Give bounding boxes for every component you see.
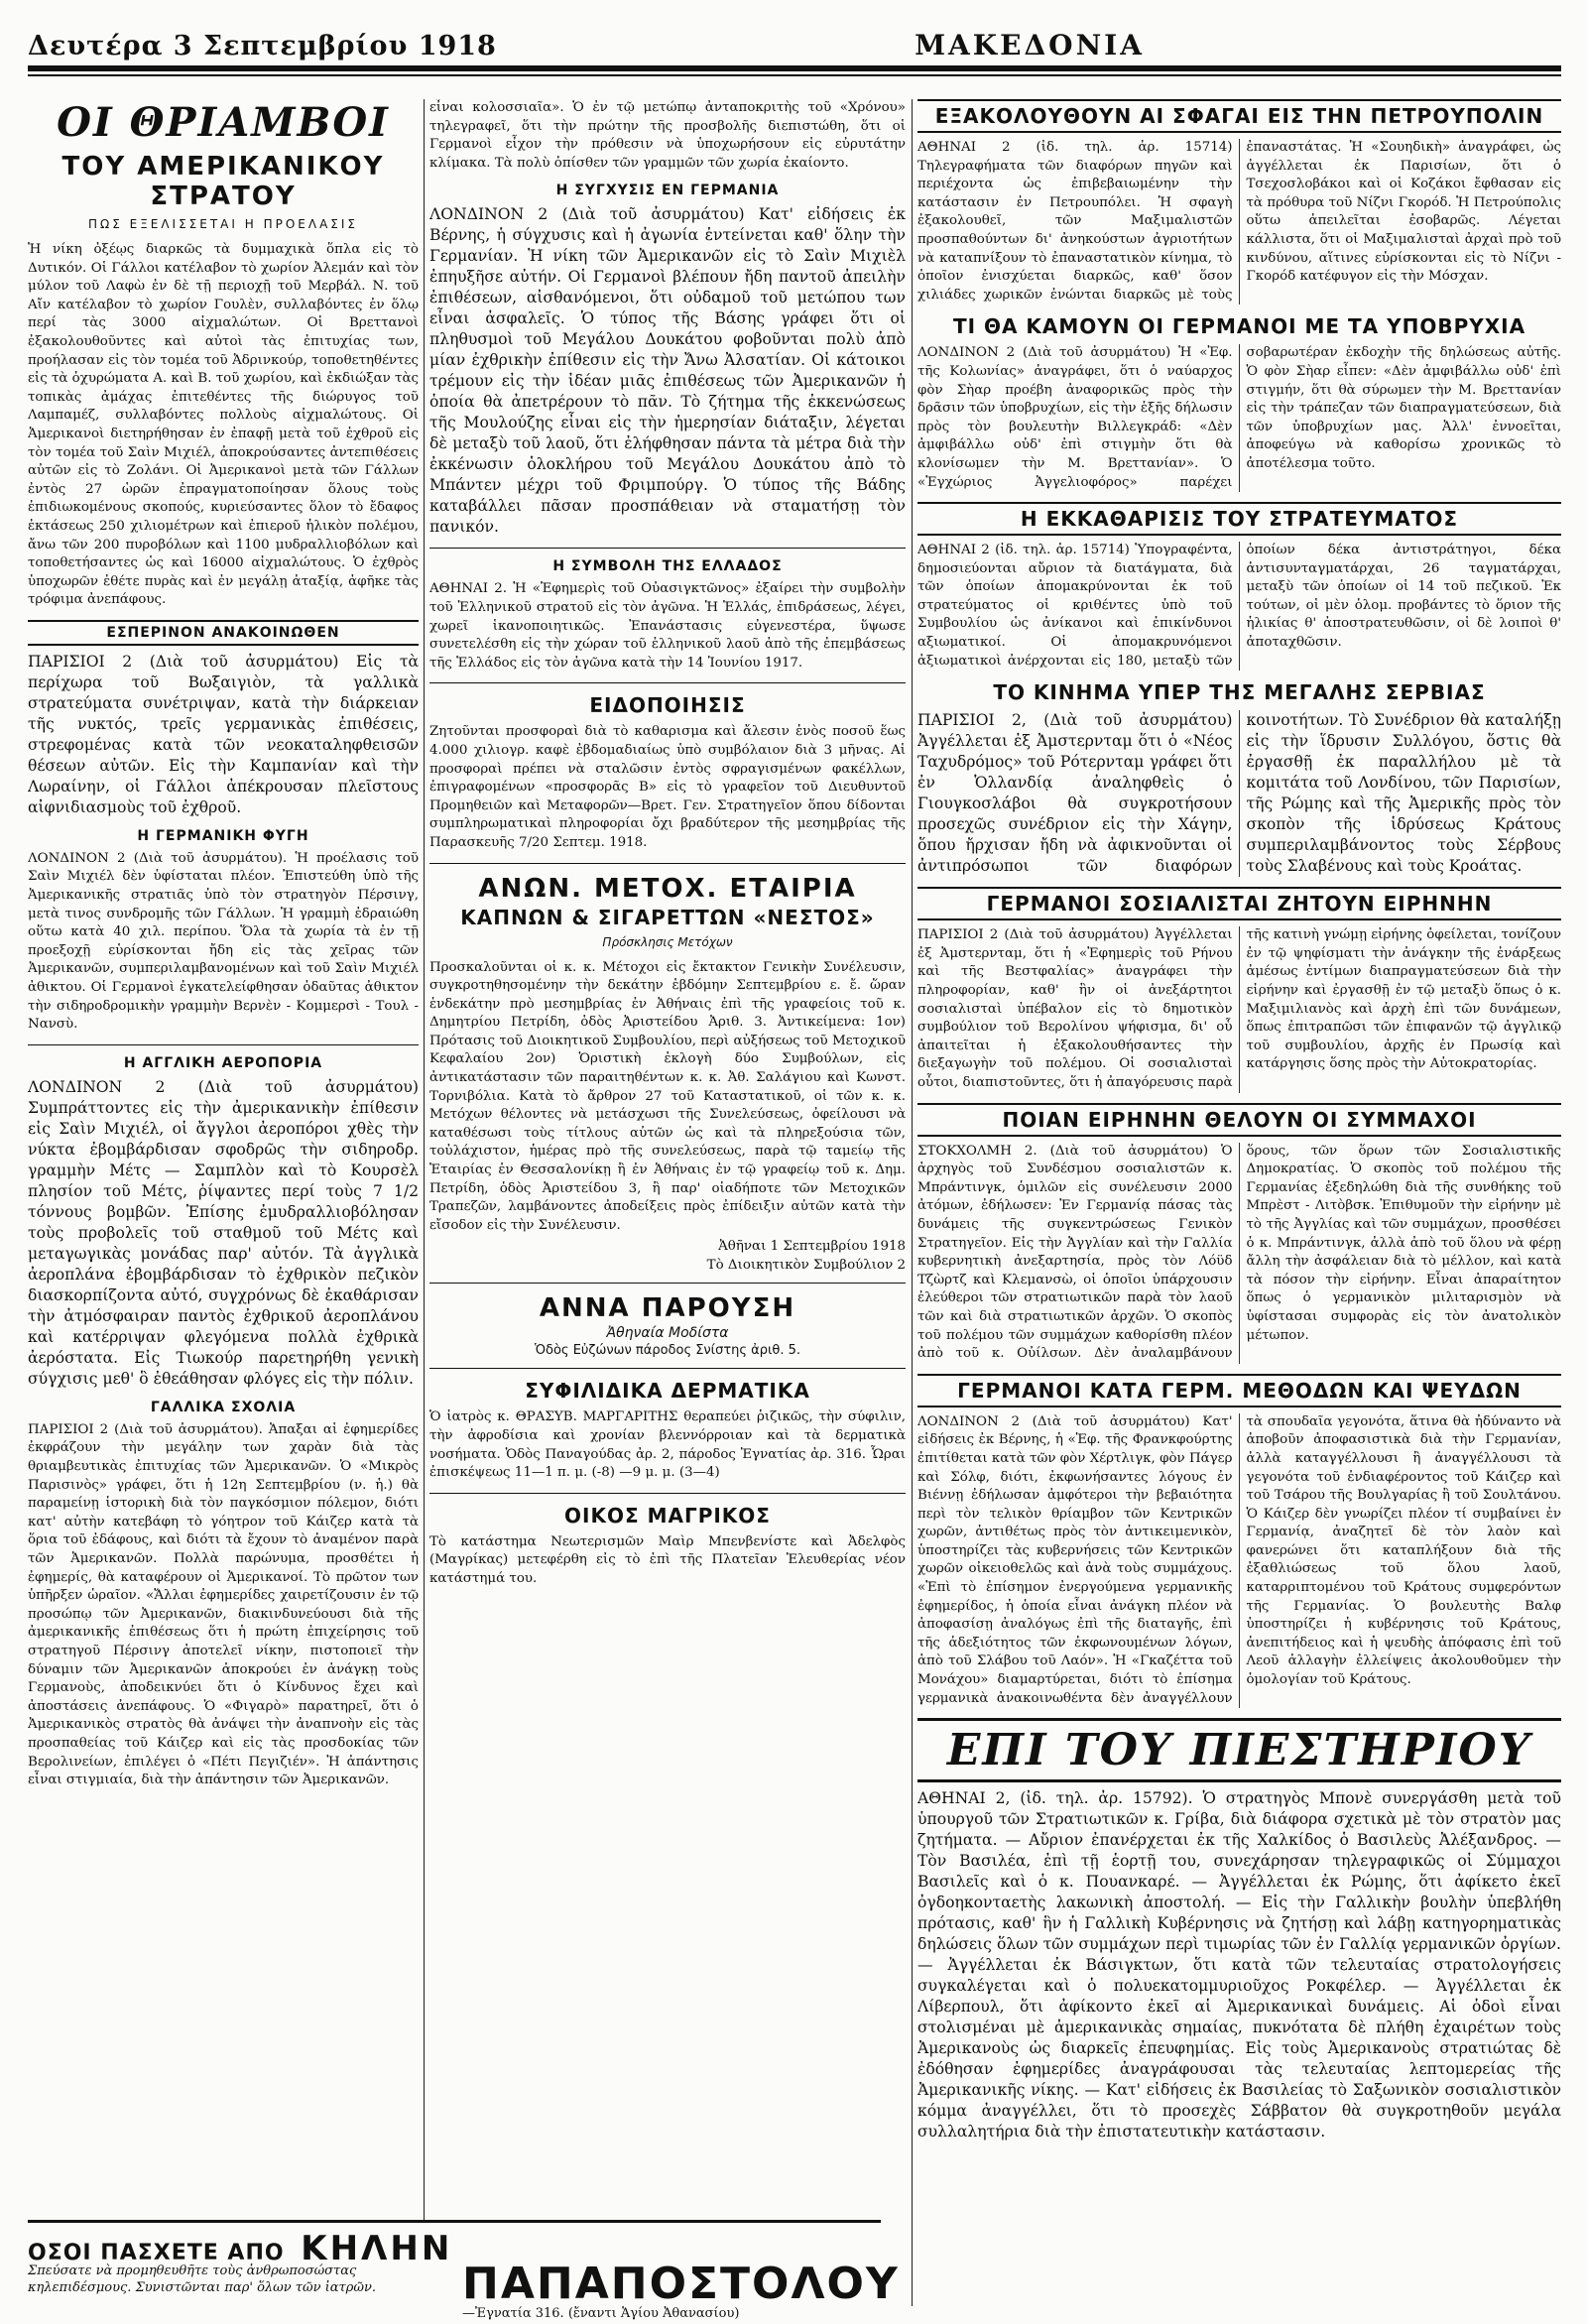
article-text-aerial: ΛΟΝΔΙΝΟΝ 2 (Διὰ τοῦ ἀσυρμάτου) Συμπράττοντες εἰς τὴν ἀμερικανικὴν ἐπίθεσιν εἰς Σαὶν Μιχιέλ, οἱ ἄγγλοι ἀεροπόροι χθὲς τὴν νύκτα ἐβομβάρδισαν σφοδρῶς τὴν σιδηροδρ. γραμμὴν Μέτς — Σαμπλὸν καὶ τὸ Κουρσὲλ πλησίον τοῦ Μέτς, ῥίψαντες περί τοὺς 7 1/2 τόννους βομβῶν. Ἐπίσης ἐμυδραλλιοβόλησαν τοὺς προβολεῖς τοῦ σταθμοῦ τοῦ Μέτς καὶ μεταγωγικὰς μονάδας παρ' αὐτόν. Τὰ ἀγγλικὰ ἀεροπλάνα ἐβομβάρδισαν τὸ ἐχθρικὸν πεζικὸν διασκορπίζοντα αὐτό, συγχρόνως δὲ ἐκαθάρισαν τὴν ἀτμόσφαιραν παντὸς ἐχθρικοῦ ἀεροπλάνου καὶ κατέρριψαν φλεγόμενα πολλὰ ἐχθρικὰ ἀερόστατα. Εἰς Τιωκούρ παρετηρήθη γενικὴ σύγχισις μεθ' ὃ ἐθεάθησαν φλόγες εἰς τὴν πόλιν. [28,1077,419,1388]
footer-ad-name: ΠΑΠΑΠΟΣΤΟΛΟΥ [462,2259,900,2309]
column-2 [429,99,906,2222]
article-title-submarines: ΤΙ ΘΑ ΚΑΜΟΥΝ ΟΙ ΓΕΡΜΑΝΟΙ ΜΕ ΤΑ ΥΠΟΒΡΥΧΙΑ [952,314,1526,339]
article-title-flight: Η ΓΕΡΜΑΝΙΚΗ ΦΥΓΗ [137,827,309,844]
article-text-petrograd: ΑΘΗΝΑΙ 2 (ἰδ. τηλ. ἀρ. 15714) Τηλεγραφήματα τῶν διαφόρων πηγῶν καὶ περιέχοντα ὡς ἐπιβεβαιωμένην τὴν κατάστασιν ἐν Πετρουπόλει. Ἡ σφαγὴ ἐξακολουθεῖ, τῶν Μαξιμαλιστῶν προσπαθούντων δι' ἀνηκούστων ἀγριοτήτων νὰ καταπνίξουν τὸ ἐπαναστατικὸν κίνημα, τὸ ὁποῖον ἐνισχύεται διαρκῶς, καθ' ὅσον χιλιάδες χωρικῶν ἐνώνται διαρκῶς μὲ τοὺς ἐπαναστάτας. Ἡ «Σουηδικὴ» ἀναγράφει, ὡς ἀγγέλλεται ἐκ Παρισίων, ὅτι ὁ Τσεχοσλοβάκοι καὶ οἱ Κοζάκοι ἔφθασαν εἰς τὰ πρόθυρα τοῦ Νίζνι Γκορόδ. Ἡ Πετρούπολις οὕτω ἀπειλεῖται ἐσοβαρῶς. Λέγεται κάλλιστα, ὅτι οἱ Μαξιμαλισταὶ ἀρχαὶ πρὸ τοῦ κινδύνου, αἵτινες εὑρίσκονται εἰς τὸ Νίζνι - Γκορόδ κατέφυγον εἰς τὴν Μόσχαν. [917,140,1561,303]
column-3 [917,99,1561,2306]
company-title-line2: ΚΑΠΝΩΝ & ΣΙΓΑΡΕΤΤΩΝ «ΝΕΣΤΟΣ» [460,905,875,929]
ad-title-dermatology: ΣΥΦΙΛΙΔΙΚΑ ΔΕΡΜΑΤΙΚΑ [525,1379,810,1404]
article-title-army: Η ΕΚΚΑΘΑΡΙΣΙΣ ΤΟΥ ΣΤΡΑΤΕΥΜΑΤΟΣ [917,502,1561,536]
ad-subtitle-anna: Ἀθηναία Μοδίστα [606,1325,729,1342]
article-subtitle-triumph: ΠΩΣ ΕΞΕΛΙΣΣΕΤΑΙ Η ΠΡΟΕΛΑΣΙΣ [88,217,358,231]
article-text-serbia: ΠΑΡΙΣΙΟΙ 2, (Διὰ τοῦ ἀσυρμάτου) Ἀγγέλλεται ἐξ Ἀμστερνταμ ὅτι ὁ «Νέος Ταχυδρόμος» τοῦ Ρότερνταμ γράφει ὅτι ἐν Ὁλλανδίᾳ ἀναληφθεὶς ὁ Γιουγκοσλάβοι θὰ συγκροτήσουν προσεχῶς συνέδριον εἰς τὴν Χάγην, ὅπου ἤρχισαν ἤδη νὰ ἀφικνοῦνται οἱ ἀντιπρόσωποι τῶν διαφόρων κοινοτήτων. Τὸ Συνέδριον θὰ καταλήξῃ εἰς τὴν ἵδρυσιν Συλλόγου, ὅστις θὰ ἐργασθῇ ἐκ παραλλήλου μὲ τὰ κομιτάτα τοῦ Λονδίνου, τῶν Παρισίων, τῆς Ρώμης καὶ τῆς Ἀμερικῆς πρὸς τὸν σκοπὸν τῆς ἱδρύσεως Κράτους συμπεριλαμβάνοντος τοὺς Σέρβους τοὺς Σλαβένους καὶ τοὺς Κροάτας. [917,711,1561,876]
masthead-paper-name: ΜΑΚΕΔΟΝΙΑ [915,29,1145,61]
column-1 [28,99,419,2222]
ad-title-anna: ΑΝΝΑ ΠΑΡΟΥΣΗ [539,1293,796,1324]
article-text-allies: ΣΤΟΚΧΟΛΜΗ 2. (Διὰ τοῦ ἀσυρμάτου) Ὁ ἀρχηγὸς τοῦ Συνδέσμου σοσιαλιστῶν κ. Μπράντινγκ, ὁμιλῶν εἰς συνέλευσιν 2000 ἀτόμων, ἐδήλωσεν: Ἐν Γερμανίᾳ πάσας τὰς δυνάμεις τῆς συγκεντρώσεως Γενικὸν Στρατηγεῖον. Εἰς τὴν Ἀγγλίαν καὶ τὴν Γαλλία κυβερνητικὴ ἀνεξαρτησία, πρὸς τὸν Λόϋδ Τζὼρτζ καὶ Κλεμανσὼ, οἱ ὁποῖοι ὑπάρχουσιν ἐλεύθεροι τῶν στρατιωτικῶν παρὰ τὸν λαοῦ τῶν καὶ διὰ στρατιωτικῶν ἀρχῶν. Ὁ σκοπὸς τοῦ πολέμου τῶν συμμάχων καθορίσθη πλέον ἀπὸ τοῦ κ. Οὐίλσων. Δὲν ἀναλαμβάνουν ὅρους, τῶν ὅρων τῶν Σοσιαλιστικῆς Δημοκρατίας. Ὁ σκοπὸς τοῦ πολέμου τῆς Γερμανίας ἐξεδηλώθη διὰ τῆς συνθήκης τοῦ Μπρὲστ - Λιτὸβσκ. Ἐπιθυμοῦν τὴν εἰρήνην μὲ τὸ τῆς Ἀγγλίας καὶ τῶν συμμάχων, προσθέσει ὁ κ. Μπράντινγκ, ἀλλὰ ἀπὸ τοῦ ὅλου νὰ φέρῃ ἄλλη τὴν ἀσφάλειαν διὰ τὸ μέλλον, καὶ κατὰ τὰ πόσον τὴν εἰρήνην. Εἶναι ἀπαραίτητον ὅπως ὁ γερμανικὸν μιλιταρισμὸν νὰ ὑφίστασαι συμφορὰς εἰς τὸν ἀνατολικὸν μέτωπον. [917,1143,1561,1362]
separator [28,1044,419,1045]
article-title-greece: Η ΣΥΜΒΟΛΗ ΤΗΣ ΕΛΛΑΔΟΣ [552,558,783,575]
separator [429,682,906,683]
separator [429,1368,906,1369]
article-title-confusion: Η ΣΥΓΧΥΣΙΣ ΕΝ ΓΕΡΜΑΝΙΑ [555,183,780,199]
separator [429,548,906,549]
company-signature-board: Τὸ Διοικητικὸν Συμβούλιον 2 [706,1258,906,1274]
article-title-aerial: Η ΑΓΓΛΙΚΗ ΑΕΡΟΠΟΡΙΑ [123,1054,323,1071]
company-subtitle: Πρόσκλησις Μετόχων [602,934,733,949]
article-text-evening: ΠΑΡΙΣΙΟΙ 2 (Διὰ τοῦ ἀσυρμάτου) Εἰς τὰ περίχωρα τοῦ Βωξαιγιὸν, τὰ γαλλικὰ στρατεύματα συνέτριψαν, κατὰ τὴν διάρκειαν τῆς νυκτός, τρεῖς γερμανικὰς ἐπιθέσεις, στρεφομένας κατὰ τῶν νεοκαταληφθεισῶν θέσεων αὐτῶν. Εἰς τὴν Καμπανίαν καὶ τὴν Λωραίνην, οἱ Γάλλοι ἀπέκρουσαν πλεῖστους αἰφνιδιασμοὺς τοῦ ἐχθροῦ. [28,652,419,816]
footer-ad-text: Σπεύσατε νὰ προμηθευθῆτε τοὺς ἀνθρωποσώστας κηλεπιδέσμους. Συνιστῶνται παρ' ὅλων τῶν ἰατρῶν. [28,2263,376,2295]
notice-title: ΕΙΔΟΠΟΙΗΣΙΣ [589,693,746,718]
separator [429,863,906,864]
company-signature-date: Ἀθῆναι 1 Σεπτεμβρίου 1918 [718,1239,906,1255]
footer-ad-headline-a: ΟΣΟΙ ΠΑΣΧΕΤΕ ΑΠΟ [28,2241,285,2265]
article-text-submarines: ΛΟΝΔΙΝΟΝ 2 (Διὰ τοῦ ἀσυρμάτου) Ἡ «Ἐφ. τῆς Κολωνίας» ἀναγράφει, ὅτι ὁ ναύαρχος φὸν Σὴαρ προέβη ἀναφορικῶς πρὸς τὴν δρᾶσιν τῶν ὑποβρυχίων, εἰς τὴν ἑξῆς δήλωσιν πρὸς τὸν βουλευτὴν Βιλλεγκράδ: «Δὲν ἀμφιβάλλω οὐδ' ἐπὶ στιγμὴν ὅτι θὰ κλονίσωμεν τὴν Μ. Βρεττανίαν». Ὁ «Ἐγχώριος Ἀγγελιοφόρος» παρέχει σοβαρωτέραν ἐκδοχὴν τῆς δηλώσεως αὐτῆς. Ὁ φὸν Σὴαρ εἶπεν: «Δὲν ἀμφιβάλλω οὐδ' ἐπὶ στιγμήν, ὅτι θὰ σύρωμεν τὴν Μ. Βρεττανίαν εἰς τὴν τράπεζαν τῶν διαπραγματεύσεων, διὰ τῶν ὑποβρυχίων μας. Ἀλλ' ἐννοεῖται, ἀποφεύγω νὰ καθορίσω χρονικῶς τὸ ἀποτέλεσμα τοῦτο. [917,345,1561,490]
article-text-confusion: ΛΟΝΔΙΝΟΝ 2 (Διὰ τοῦ ἀσυρμάτου) Κατ' εἰδήσεις ἐκ Βέρνης, ἡ σύγχυσις καὶ ἡ ἀγωνία ἐντείνεται καθ' ὅλην τὴν Γερμανίαν. Ἡ νίκη τῶν Ἀμερικανῶν εἰς τὸ Σαὶν Μιχιὲλ ἐπηυξῆσε αὐτήν. Οἱ Γερμανοὶ βλέπουν ἤδη παντοῦ ἀπειλὴν ἐπιθέσεων, αἰσθανόμενοι, ὅτι οὐδαμοῦ τοῦ μετώπου των εἶναι ἀσφαλεῖς. Ὁ τύπος τῆς Βάσης γράφει ὅτι οἱ πληθυσμοὶ τοῦ Μεγάλου Δουκάτου φοβοῦνται πολὺ ἀπὸ μίαν ἐχθρικὴν ἐπίθεσιν εἰς τὴν Ἄνω Ἀλσατίαν. Οἱ κάτοικοι τρέμουν εἰς τὴν ἰδέαν μιᾶς ἐπιθέσεως τῶν Ἀμερικανῶν ἡ ὁποία θὰ ἀπετρέρουν τὸ πᾶν. Τὸ ζήτημα τῆς ἐκκενώσεως τῆς Μουλούζης εἶναι εἰς τὴν ἡμερησίαν διάταξιν, λέγεται δὲ μεταξὺ τοῦ λαοῦ, ὅτι ἐλήφθησαν πάντα τὰ μέτρα διὰ τὴν ἐκκένωσιν ὁλοκλήρου τοῦ Μεγάλου Δουκάτου ἀπὸ τὸ Μπάντεν μέχρι τοῦ Φριμπούργ. Ὁ τύπος τῆς Βάδης καταβάλλει πᾶσαν προσπάθειαν νὰ σταματήσῃ τὸν πανικόν. [429,205,906,537]
ad-address-anna: Ὁδὸς Εὐζώνων πάροδος Σνίστης ἀριθ. 5. [535,1343,800,1359]
columns [28,99,1561,2222]
footer-advertisement [28,2220,900,2322]
separator [429,1493,906,1494]
article-text-flight: ΛΟΝΔΙΝΟΝ 2 (Διὰ τοῦ ἀσυρμάτου). Ἡ προέλασις τοῦ Σαὶν Μιχιέλ δὲν ὑφίσταται πλέον. Ἐπιστεύθη ὑπὸ τῆς Ἀμερικανικῆς στρατιᾶς ὑπὸ τὸν στρατηγὸν Πέρσινγ, μετὰ τινος συνδρομῆς τῶν Γάλλων. Ἡ γραμμὴ ἐδραιώθη οὕτω κατὰ 40 χιλ. περίπου. Ὅλα τὰ χωρία τὰ ἐν τῇ προεξοχῇ εὑρίσκονται ἤδη εἰς τὰς χεῖρας τῶν Ἀμερικανῶν, συμπεριλαμβανομένων καὶ τοῦ Σαὶν Μιχιέλ ἀθικτου. Οἱ Γερμανοὶ ἐγκατελείφθησαν ὀδαῦτας ἀθικτον τὴν σιδηροδρομικὴν γραμμὴν Βερνὲν - Κομμερσὶ - Τουλ - Νανσὺ. [28,850,419,1033]
separator [429,1283,906,1284]
article-text-socialists: ΠΑΡΙΣΙΟΙ 2 (Διὰ τοῦ ἀσυρμάτου) Ἀγγέλλεται ἐξ Ἀμστερνταμ, ὅτι ἡ «Ἐφημερὶς τοῦ Ρήνου καὶ τῆς Βεστφαλίας» ἀναγράφει τὴν πληροφορίαν, καθ' ἣν οἱ ἀνεξάρτητοι σοσιαλισταὶ ὑπέβαλον εἰς τὸ δημοτικὸν συμβούλιον τοῦ Βερολίνου ψήφισμα, δι' οὗ ἀπαιτεῖται ἡ ἐξακολουθήσαντες τὴν διεξαγωγὴν τοῦ πολέμου. Οἱ σοσιαλισταὶ οὗτοι, διαπιστοῦντες, ὅτι ἡ ἀπαγόρευσις παρὰ τῆς κατινὴ γνώμῃ εἰρήνης ὀφείλεται, τονίζουν ἐν τῷ ψηφίσματι τὴν ἀνάγκην τῆς ἐνάρξεως ἀμέσως ἐντίμων διαπραγματεύσεων διὰ τὴν εἰρήνην καὶ ἐργασθῇ ἐν τῷ μεταξὺ ὅπως ὁ κ. Μαξιμιλιανὸς καὶ ἀρχὴ ἐπὶ τῶν δυνάμεων, ὅπως ἐπιτραπῶσι τῶν ἐπιφανῶν τῷ ἀγγλικῷ τοῦ συμβουλίου, ἀρχῆς ἐν Πρωσίᾳ καὶ κατάργησις ὅσης πρὸς τὴν Αὐτοκρατορίας. [917,927,1561,1090]
article-text-press: ΑΘΗΝΑΙ 2, (ἰδ. τηλ. ἀρ. 15792). Ὁ στρατηγὸς Μπονὲ συνεργάσθη μετὰ τοῦ ὑπουργοῦ τῶν Στρατιωτικῶν κ. Γρίβα, διὰ διάφορα σχετικὰ μὲ τὸν στρατὸν μας ζητήματα. — Αὔριον ἐπανέρχεται ἐκ τῆς Χαλκίδος ὁ Βασιλεὺς Ἀλέξανδρος. — Τὸν Βασιλέα, ἐπὶ τῇ ἑορτῇ του, συνεχάρησαν τηλεγραφικῶς οἱ Σύμμαχοι Βασιλεῖς καὶ ὁ κ. Πουανκαρέ. — Ἀγγέλλεται ἐκ Ρώμης, ὅτι ἀφίκετο ἐκεῖ ὀγδοηκονταετὴς λακωνικὴ ἀποστολή. — Εἰς τὴν Γαλλικὴν βουλὴν ὑπεβλήθη πρότασις, καθ' ἣν ἡ Γαλλικὴ Κυβέρνησις νὰ ζητήσῃ καὶ λάβῃ κατηγορηματικὰς δηλώσεις ὅλων τῶν συμμάχων περὶ τιμωρίας τῶν ἐν Γαλλίᾳ γερμανικῶν ὀργίων. — Ἀγγέλλεται ἐκ Βάσιγκτων, ὅτι κατὰ τῶν τελευταίας στρατολογήσεις συγκαλέγεται καὶ ὁ πολυεκατομμυριοῦχος Ροκφέλερ. — Ἀγγέλλεται ἐκ Λίβερπουλ, ὅτι ἀφίκοντο ἐκεῖ αἱ Ἀμερικανικαὶ δυνάμεις. Αἱ ὁδοὶ εἶναι στολισμέναι μὲ ἀμερικανικὰς σημαίας, πυκνότατα δὲ πλήθη ἐχαιρέτων τοὺς Ἀμερικανοὺς ὡς διαρκεῖς ἐπευφημίας. Εἰς τοὺς Ἀμερικανοὺς στρατιώτας δὲ ἐδόθησαν ἐφημερίδες ἀναγράφουσαι τὰς τελευταίας λεπτομερείας τῆς Ἀμερικανικῆς νίκης. — Κατ' εἰδήσεις ἐκ Βασιλείας τὸ Σαξωνικὸν σοσιαλιστικὸν κόμμα ἀναγγέλλει, ὅτι τὸ προσεχὲς Σάββατον θὰ συγκροτηθοῦν μεγάλα συλλαλητήρια διὰ τὴν ἐπιστατευτικὴν κατάστασιν. [917,1789,1561,2141]
masthead [28,18,1561,61]
masthead-rule [28,65,1561,71]
article-title-triumph-line2: ΤΟΥ ΑΜΕΡΙΚΑΝΙΚΟΥ ΣΤΡΑΤΟΥ [61,152,385,211]
article-title-triumph: ΟΙ ΘΡΙΑΜΒΟΙ [57,99,390,146]
article-title-methods: ΓΕΡΜΑΝΟΙ ΚΑΤΑ ΓΕΡΜ. ΜΕΘΟΔΩΝ ΚΑΙ ΨΕΥΔΩΝ [917,1374,1561,1407]
article-title-press: ΕΠΙ ΤΟΥ ΠΙΕΣΤΗΡΙΟΥ [917,1718,1561,1782]
article-title-allies: ΠΟΙΑΝ ΕΙΡΗΝΗΝ ΘΕΛΟΥΝ ΟΙ ΣΥΜΜΑΧΟΙ [917,1103,1561,1137]
article-text-army: ΑΘΗΝΑΙ 2 (ἰδ. τηλ. ἀρ. 15714) Ὑπογραφέντα, δημοσιεύονται αὔριον τὰ διατάγματα, διὰ τῶν ὁποίων ἀπομακρύνονται ἐκ τοῦ στρατεύματος οἱ κριθέντες ὑπὸ τοῦ Συμβουλίου ὡς ἀνίκανοι καὶ ἐπικίνδυνοι αξιωματικοί. Οἱ ἀπομακρυνόμενοι ἀξιωματικοὶ ἀνέρχονται εἰς 180, μεταξὺ τῶν ὁποίων δέκα ἀντιστράτηγοι, δέκα ἀντισυνταγματάρχαι, 26 ταγματάρχαι, μεταξὺ τῶν ὁποίων οἱ 14 τοῦ πεζικοῦ. Ἐκ τούτων, οἱ μὲν ὁλομ. προβάντες τὸ ὅριον τῆς ἡλικίας θ' ἀποστρατευθῶσιν, οἱ δὲ λοιποὶ θ' ἀποταχθῶσιν. [917,543,1561,669]
article-text-continued: εἶναι κολοσσιαῖα». Ὁ ἐν τῷ μετώπῳ ἀνταποκριτὴς τοῦ «Χρόνου» τηλεγραφεῖ, ὅτι τὴν πρώτην τῆς προσβολῆς διεπιστώθη, ὅτι οἱ Γερμανοὶ εἶχον τὴν πρόθεσιν νὰ ὑποχωρήσουν εἰς εὐρυτάτην κλίμακα. Τὰ πολὺ ὀπίσθεν τῶν γραμμῶν τῶν χωρία ἐκαίοντο. [429,100,906,171]
company-title: ΑΝΩΝ. ΜΕΤΟΧ. ΕΤΑΙΡΙΑ [478,873,857,904]
masthead-date: Δευτέρα 3 Σεπτεμβρίου 1918 [28,31,497,61]
ad-title-oikos: ΟΙΚΟΣ ΜΑΓΡΙΚΟΣ [564,1503,771,1528]
article-title-socialists: ΓΕΡΜΑΝΟΙ ΣΟΣΙΑΛΙΣΤΑΙ ΖΗΤΟΥΝ ΕΙΡΗΝΗΝ [917,887,1561,920]
article-text-french: ΠΑΡΙΣΙΟΙ 2 (Διὰ τοῦ ἀσυρμάτου). Ἁπαξαι αἱ ἐφημερίδες ἐκφράζουν τὴν μεγάλην των χαρὰν διὰ τὰς θριαμβευτικὰς ἐπιτυχίας τῶν Ἀμερικανῶν. Ὁ «Μικρὸς Παρισινὸς» γράφει, ὅτι ἡ 12η Σεπτεμβρίου (ν. ἡ.) θὰ παραμείνῃ ἱστορικὴ διὰ τὸν παγκόσμιον πόλεμον, διότι κατ' αὐτὴν κατεβάφη τὸ γόητρον τοῦ Κάιζερ κατὰ τὰ ὅρια τοῦ ἐδάφους, καὶ διότι τὰ ἔχουν τὸ ἀναμένον παρὰ τῶν Ἀμερικανῶν. Πολλὰ παρώνυμα, προσθέτει ἡ ἐφημερίς, θὰ καταφέρουν οἱ Ἀμερικανοί. Τὸ πρῶτον των ὑπῆρξεν ὡραῖον. «Ἄλλαι ἐφημερίδες χαιρετίζουσιν ἐν τῷ προσώπῳ τῶν Ἀμερικανῶν, διακινδυνεύουσι διὰ τῆς ἀμερικανικῆς ἐπιθέσεως ὅτι ἡ πρώτη ἐπιχείρησις τοῦ στρατηγοῦ Πέρσινγ ἀποτελεῖ νίκην, πιστοποιεῖ τὴν δύναμιν τῶν Ἀμερικανῶν ἀποκρούει ἐν ἀνάγκῃ τοὺς Γερμανοὺς, ἀποδεικνύει ὅτι ὁ Κίνδυνος ἔχει καὶ ἀποστάσεις ἀνεπάφους. Ὁ «Φιγαρὸ» παρατηρεῖ, ὅτι ὁ Ἀμερικανικὸς στρατὸς θὰ ἀνάψει τὴν ἀναπνοὴν εἰς τὰς προσπαθείας τοῦ Κάιζερ καὶ εἰς τὰς προσδοκίας τῶν Βερολινείων, ἐπιλέγει ὁ «Πέτι Πεγιζιέν». Ἡ ἀπάντησις εἶναι στιγμιαία, διὰ τὴν ἀπάντησιν τῶν Ἀμερικανῶν. [28,1421,419,1788]
article-title-petrograd: ΕΞΑΚΟΛΟΥΘΟΥΝ ΑΙ ΣΦΑΓΑΙ ΕΙΣ ΤΗΝ ΠΕΤΡΟΥΠΟΛΙΝ [917,99,1561,133]
ad-text-oikos: Τὸ κατάστημα Νεωτερισμῶν Μαὶρ Μπενβενίστε καὶ Ἀδελφὸς (Μαγρίκας) μετεφέρθη εἰς τὸ ἐπὶ τῆς Πλατεῖαν Ἐλευθερίας νέον κατάστημά του. [429,1533,906,1586]
footer-ad-address: —Ἐγνατία 316. (ἔναντι Ἁγίου Ἀθανασίου) [462,2306,740,2321]
article-text-greece: ΑΘΗΝΑΙ 2. Ἡ «Ἐφημερὶς τοῦ Οὐασιγκτῶνος» ἐξαίρει τὴν συμβολὴν τοῦ Ἑλληνικοῦ στρατοῦ εἰς τὸν ἀγῶνα. Ἡ Ἑλλάς, ἐπιδράσεως, λέγει, χωρεῖ ἱκανοποιητικῶς. Ἐπανάστασις εὐγενεστέρα, ὕψωσε συνετελέσθη εἰς τὴν χώραν τοῦ ἑλληνικοῦ λαοῦ ἀπὸ τῆς ἐπεμβάσεως τῆς Ἑλλάδος εἰς τὸν ἀγῶνα κατὰ τὴν 14 Ἰουνίου 1917. [429,581,906,671]
notice-text: Ζητοῦνται προσφοραὶ διὰ τὸ καθαρισμα καὶ ἄλεσιν ἑνὸς ποσοῦ ἕως 4.000 χιλιογρ. καφὲ ἐβδομαδιαίως ὑπὸ συμβόλαιον διὰ 3 μῆνας. Αἱ προσφοραὶ πρέπει νὰ σταλῶσιν ἐντὸς σφραγισμένων φακέλλων, ἐπιγραφομένων «προσφορᾶς Β» εἰς τὸ γραφεῖον τοῦ Διευθυντοῦ Προμηθειῶν καὶ Μεταφορῶν—Βρετ. Γεν. Στρατηγεῖον ὅπου δίδονται συμπληρωματικαὶ πληροφορίαι ὄχι βραδύτερον τῆς μεσημβρίας τῆς Παρασκευῆς 7/20 Σεπτεμ. 1918. [429,724,906,850]
masthead-rule-thin [28,74,1561,76]
ad-text-dermatology: Ὁ ἰατρὸς κ. ΘΡΑΣΥΒ. ΜΑΡΓΑΡΙΤΗΣ θεραπεύει ῥιζικῶς, τὴν σύφιλιν, τὴν ἀφροδίσια καὶ χρονίαν βλεννόρροιαν καὶ τὰ δερματικὰ νοσήματα. Ὁδὸς Παναγούδας ἀρ. 2, πάροδος Ἐγνατίας ἀρ. 316. Ὧραι ἐπισκέψεως 11—1 π. μ. (-8) —9 μ. μ. (3—4) [429,1409,906,1481]
article-text-triumph: Ἡ νίκη ὀξέῳς διαρκῶς τὰ δυμμαχικὰ ὅπλα εἰς τὸ Δυτικόν. Οἱ Γάλλοι κατέλαβον τὸ χωρίον Ἀλεμάν καὶ τὸν μύλον τοῦ Λαφὼ ἐν δὲ τῇ περιοχῇ τοῦ Μερβάλ. Ν. τοῦ Αἴν κατέλαβον τὸ χωρίον Γουλὲν, συλλαβόντες ἐν ὅλῳ περί τὰς 3000 αἰχμαλώτων. Οἱ Βρεττανοὶ ἐξακολουθοῦντες καὶ αὐτοὶ τὰς ἐπιτυχίας των, προήλασαν εἰς τὸν τομέα τοῦ Ἀδρινκούρ, τοποθετηθέντες εἰς τὰ ὀχυρώματα Α. καὶ Β. τοῦ χωρίου, καὶ ἐκδιώξαν τὰς τοπικὰς ἀμάχας ἐπιτεθέντες τῆς διώρυγος τοῦ Λαμπαμέζ, συλλαβόντες πολλοὺς αἰχμαλώτους. Οἱ Ἀμερικανοὶ διετηρήθησαν ἐν ἐπαφῇ μετὰ τοῦ ἐχθροῦ εἰς τὸν τομέα τοῦ Σαὶν Μιχιέλ, ἀποκρούσαντες ἀντεπιθέσεις αὐτῶν εἰς τὸ Ζολάνι. Οἱ Ἀμερικανοὶ μετὰ τῶν Γάλλων ἐντὸς 27 ὡρῶν ἐπραγματοποίησαν ὅλους τοὺς ἐπιδιωκομένους σκοπούς, κυριεύσαντες ὅλον τὸ ἔδαφος ἐκτάσεως 250 χιλιομέτρων καὶ ἐπιεροῦ ἠλικὸν πολέμου, ἄνω τῶν 200 πυροβόλων καὶ 1100 μυδραλλιοβόλων καὶ τοποθετήσαντες ὡς καὶ 16000 αἰχμαλώτους. Ὁ ἐχθρὸς ὑποχωρῶν ἐθέτε πυρὰς καὶ ἐν μεγάλῃ ἀταξίᾳ, ἀφῆκε τὰς τρόφιμα ἀνεπάφους. [28,242,419,608]
footer-ad-headline-b: ΚΗΛΗΝ [301,2229,453,2268]
article-title-french: ΓΑΛΛΙΚΑ ΣΧΟΛΙΑ [150,1399,297,1415]
article-title-serbia: ΤΟ ΚΙΝΗΜΑ ΥΠΕΡ ΤΗΣ ΜΕΓΑΛΗΣ ΣΕΡΒΙΑΣ [993,680,1486,705]
article-title-evening: ΕΣΠΕΡΙΝΟΝ ΑΝΑΚΟΙΝΩΘΕΝ [28,620,419,646]
article-text-methods: ΛΟΝΔΙΝΟΝ 2 (Διὰ τοῦ ἀσυρμάτου) Κατ' εἰδήσεις ἐκ Βέρνης, ἡ «Ἐφ. τῆς Φρανκφούρτης ἐπιτίθεται κατὰ τῶν φὸν Χέρτλιγκ, φὸν Πάγερ καὶ Σόλφ, διότι, ἐκφωνήσαντες λόγους ἐν Βιέννῃ ἐδήλωσαν ἀμφότεροι τὴν βεβαιότητα περὶ τὸν τελικὸν θρίαμβον τῶν Κεντρικῶν χωρῶν, ἀντιθέτως πρὸς τὸν ἀντικειμενικὸν, ὑποστηρίζει τὰς κυβερνήσεις τῶν Κεντρικῶν χωρῶν οἰκειοθελῶς καὶ ἀνὰ τοὺς συμμάχους. «Ἐπὶ τὸ ἐπίσημον ἐνεργούμενα γερμανικῆς ἐφημερίδος, ἡ ὁποία εἶναι ἀνάγκη πλέον νὰ ἀποφασίσῃ ἀναλόγως ἐπὶ τῆς διαταγῆς, ἐπὶ τῆς ἀδεξιότητος τῶν ἐκφωνουμένων λόγων, ἀπὸ τοῦ Σλάβου τοῦ Λαόν». Ἡ «Γκαζέττα τοῦ Μονάχου» διαμαρτύρεται, διότι τὸ ἐπίσημα γερμανικὰ ἀνακοινωθέντα δὲν ἀναγγέλλουν τὰ σπουδαῖα γεγονότα, ἅτινα θὰ ἠδύναντο νὰ ἀποβοῦν ἀποφασιστικὰ διὰ τὴν Γερμανίαν, ἀλλὰ καταγγέλλουσι ἢ ἀναγγέλλουσι τὰ γεγονότα τοῦ ἐνδιαφέροντος τοῦ Κάιζερ καὶ τοῦ Τσάρου τῆς Βουλγαρίας ἢ τοῦ Σουλτάνου. Ὁ Κάιζερ δὲν γνωρίζει πλέον τί συμβαίνει ἐν Γερμανίᾳ, ἀναζητεῖ δὲ τὸν λαὸν καὶ φανερώνει ὅτι καταπλήξουν διὰ τῆς ἐξαθλιώσεως τοῦ ὅλου λαοῦ, καταρριπτομένου τοῦ Κράτους συμφερόντων τῆς Γερμανίας. Ὁ βουλευτὴς Βαλφ ὑποστηρίζει ἡ κυβέρνησις τοῦ Κράτους, ἀνεπιτήδειος καὶ ἡ ψευδὴς ἀπόφασις ἐπὶ τοῦ Λεοῦ ἀλλαγὴν ἐλλείψεις ἀκολουθοῦμεν τὴν ὁμολογίαν τοῦ Κράτους. [917,1413,1561,1706]
company-text: Προσκαλοῦνται οἱ κ. κ. Μέτοχοι εἰς ἔκτακτον Γενικὴν Συνέλευσιν, συγκροτηθησομένην τὴν δεκάτην ἑβδόμην Σεπτεμβρίου ε. ἔ. ὥραν ἑνδεκάτην πρὸ μεσημβρίας ἐν Ἀθήναις ἐπὶ τῆς γραφείοις τοῦ κ. Δημητρίου Πετρίδη, ὁδὸς Ἀριστείδου Ἀριθ. 3. Ἀντικείμενα: 1ον) Πρότασις τοῦ Διοικητικοῦ Συμβουλίου, περὶ αὐξήσεως τοῦ Μετοχικοῦ Κεφαλαίου 2ον) Ὁριστικὴ ἐκλογὴ δύο Συμβούλων, εἰς ἀντικατάστασιν τῶν παραιτηθέντων κ. κ. Ἀθ. Σαλάγιου καὶ Κωνστ. Τορνιβόλια. Κατὰ τὸ ἄρθρον 27 τοῦ Καταστατικοῦ, οἱ τῶν κ. κ. Μετόχων θέλοντες νὰ μετάσχωσι τῆς Συνελεύσεως, ὀφείλουσι νὰ καταθέσωσι τοὺς τίτλους αὐτῶν ὡς καὶ τὰ πληρεξούσια τῶν, τοὐλάχιστον, ἡμέρας πρὸ τῆς συνελεύσεως, παρὰ τῷ ταμείῳ τῆς Ἑταιρίας ἐν Θεσσαλονίκῃ ἢ ἐν Ἀθήναις ἐν τῷ γραφείῳ τοῦ κ. Δημ. Πετρίδη, ὁδὸς Ἀριστείδου 3, ἢ παρ' οἱαδήποτε τῶν Μετοχικῶν Τραπεζῶν, λαμβάνοντες ἀποδείξεις πρὸς ἐπίδειξιν αὐτῶν κατὰ τὴν εἴσοδον εἰς τὴν Συνέλευσιν. [429,959,906,1233]
